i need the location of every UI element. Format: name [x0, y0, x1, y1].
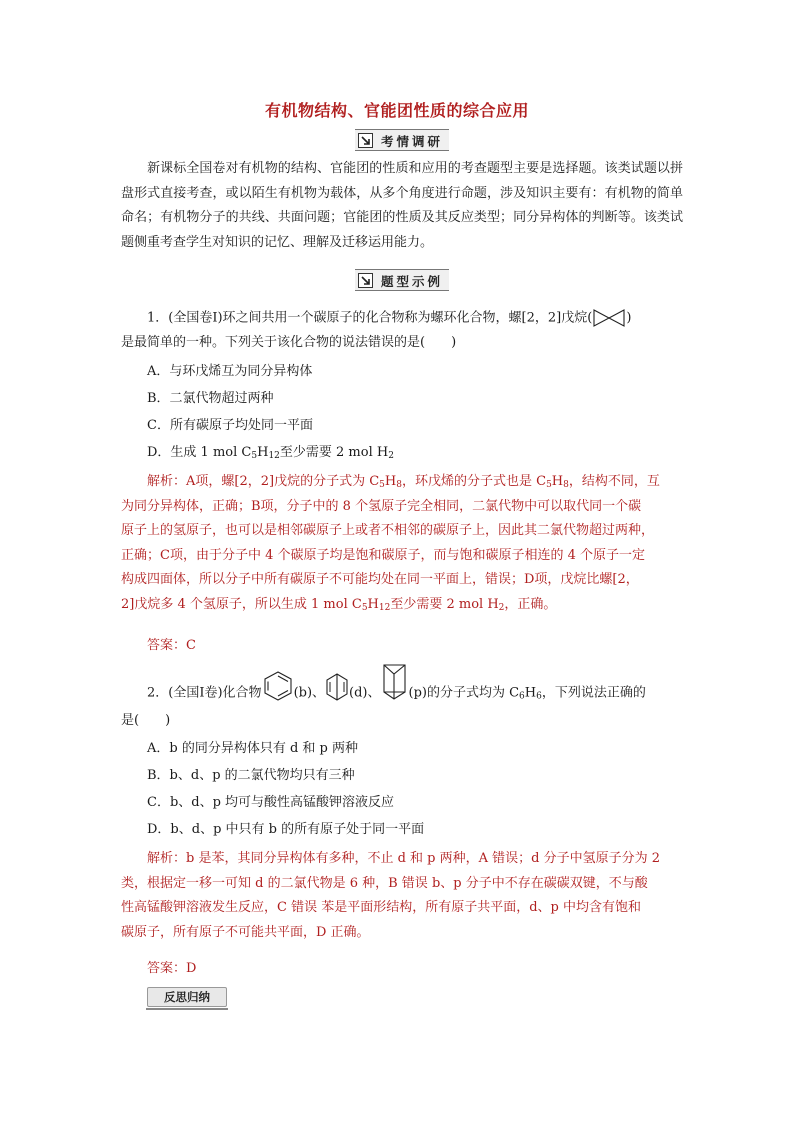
- reflect-summary-badge: 反思归纳: [147, 987, 227, 1007]
- q2-stem: 2．(全国Ⅰ卷)化合物 (b)、 (d)、 (p)的分子式均为 $C_6H_6$，下列说法正确的: [147, 683, 646, 704]
- q1-stem: 1．(全国卷Ⅰ)环之间共用一个碳原子的化合物称为螺环化合物，螺[2，2]戊烷( ): [147, 307, 631, 329]
- q1-stem-line2: 是最简单的一种。下列关于该化合物的说法错误的是( ): [121, 335, 457, 350]
- section-header-examples: [355, 269, 449, 291]
- page-title: 有机物结构、官能团性质的综合应用: [264, 101, 529, 120]
- q1-analysis-line: 2]戊烷多 4 个氢原子，所以生成 1 mol $C_5H_{12}$至少需要 2 mol $H_2$，正确。: [121, 596, 557, 613]
- q2-stem-line2: 是( ): [121, 713, 171, 728]
- q1-answer: 答案：C: [147, 638, 196, 653]
- q2-analysis-line: 类，根据定一移一可知 d 的二氯代物是 6 种，B 错误 b、p 分子中不存在碳碳双键，不与酸: [121, 875, 648, 891]
- q2-analysis-line: 解析：b 是苯，其同分异构体有多种，不止 d 和 p 两种，A 错误；d 分子中氢原子分为 2: [147, 851, 661, 866]
- q2-option-d: D．b、d、p 中只有 b 的所有原子处于同一平面: [147, 822, 425, 837]
- q2-option-c: C．b、d、p 均可与酸性高锰酸钾溶液反应: [147, 795, 395, 810]
- q1-analysis-line: 正确；C项，由于分子中 4 个碳原子均是饱和碳原子，而与饱和碳原子相连的 4 个原子一定: [121, 547, 646, 563]
- q2-analysis-line: 性高锰酸钾溶液发生反应，C 错误 苯是平面形结构，所有原子共平面，d、p 中均含有饱和: [121, 900, 641, 915]
- q2-option-b: B．b、d、p 的二氯代物均只有三种: [147, 768, 355, 783]
- q2-option-a: A．b 的同分异构体只有 d 和 p 两种: [147, 741, 359, 756]
- q1-option-b: B．二氯代物超过两种: [147, 391, 274, 406]
- intro-text: 新课标全国卷对有机物的结构、官能团的性质和应用的考查题型主要是选择题。该类试题以拼盘形式直接考查，或以陌生有机物为载体，从多个角度进行命题，涉及知识主要有：有机物的简单命名；有机物分子的共线、共面问题；官能团的性质及其反应类型；同分异构体的判断等。该类试题侧重考查学生对知识的记忆、理解及迁移运用能力。: [121, 161, 683, 250]
- benzene-structure-icon: [262, 669, 294, 703]
- q1-analysis-line: 为同分异构体，正确；B项，分子中的 8 个氢原子完全相同，二氯代物中可以取代同一个碳: [121, 498, 642, 514]
- section-header-label: 题型示例: [381, 274, 444, 289]
- spiropentane-structure-icon: [592, 307, 626, 329]
- intro-paragraph: [121, 157, 683, 255]
- q1-option-c: C．所有碳原子均处同一平面: [147, 418, 313, 433]
- q2-analysis: [121, 847, 683, 945]
- q1-option-a: A．与环戊烯互为同分异构体: [147, 364, 313, 379]
- q1-analysis-line: 解析：A项，螺[2，2]戊烷的分子式为 $C_5H_8$，环戊烯的分子式也是 $C_5H_8$，结构不同，互: [147, 474, 660, 490]
- section-header-label: 考情调研: [381, 134, 444, 149]
- q1-analysis: [121, 470, 683, 617]
- dewar-benzene-structure-icon: [325, 672, 349, 702]
- arrow-box-icon: [358, 133, 373, 148]
- q1-option-d: D．生成 1 mol $C_5H_{12}$至少需要 2 mol $H_2$: [147, 445, 394, 461]
- section-header-exam-research: [355, 129, 449, 151]
- q1-analysis-line: 构成四面体，所以分子中所有碳原子不可能均处在同一平面上，错误；D项，戊烷比螺[2，: [121, 572, 639, 587]
- arrow-box-icon: [358, 273, 373, 288]
- q2-answer: 答案：D: [147, 961, 197, 976]
- prismane-structure-icon: [381, 662, 409, 702]
- q1-analysis-line: 原子上的氢原子，也可以是相邻碳原子上或者不相邻的碳原子上，因此其二氯代物超过两种，: [121, 523, 655, 538]
- q2-analysis-line: 碳原子，所有原子不可能共平面，D 正确。: [121, 924, 370, 940]
